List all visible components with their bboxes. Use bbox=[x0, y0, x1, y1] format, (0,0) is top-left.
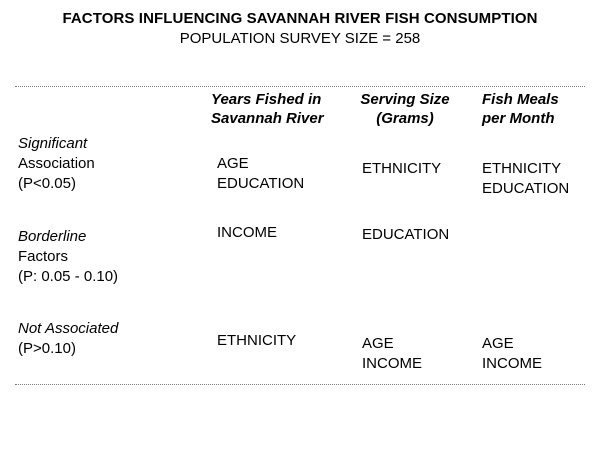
row-label-emphasis: Borderline bbox=[18, 228, 87, 245]
cell-value: INCOME bbox=[482, 355, 542, 372]
column-header-serving-size bbox=[355, 90, 455, 128]
cell-not-associated-fish-meals bbox=[482, 334, 542, 374]
column-header-years-fished bbox=[211, 90, 324, 128]
row-label-line: Factors bbox=[18, 248, 69, 265]
cell-value: AGE bbox=[217, 155, 249, 172]
column-header-line: Serving Size bbox=[360, 91, 450, 108]
cell-value: INCOME bbox=[217, 224, 277, 241]
row-label-line: (P<0.05) bbox=[18, 175, 76, 192]
column-header-line: Years Fished in bbox=[211, 91, 322, 108]
cell-borderline-serving-size bbox=[362, 225, 449, 245]
cell-value: ETHNICITY bbox=[217, 332, 297, 349]
slide-title: FACTORS INFLUENCING SAVANNAH RIVER FISH CONSUMPTION bbox=[62, 10, 538, 27]
column-header-line: Fish Meals bbox=[482, 91, 559, 108]
column-header-fish-meals bbox=[482, 90, 559, 128]
column-header-line: Savannah River bbox=[211, 110, 324, 127]
cell-value: EDUCATION bbox=[362, 226, 450, 243]
column-header-line: (Grams) bbox=[376, 110, 434, 127]
row-label-emphasis: Not Associated bbox=[18, 320, 119, 337]
cell-value: EDUCATION bbox=[482, 180, 570, 197]
column-header-line: per Month bbox=[482, 110, 555, 127]
cell-value: ETHNICITY bbox=[482, 160, 562, 177]
slide-subtitle: POPULATION SURVEY SIZE = 258 bbox=[179, 30, 421, 47]
cell-significant-years-fished bbox=[217, 154, 304, 194]
row-label-emphasis: Significant bbox=[18, 135, 88, 152]
cell-borderline-years-fished bbox=[217, 223, 277, 243]
row-label-line: Association bbox=[18, 155, 95, 172]
cell-significant-fish-meals bbox=[482, 159, 569, 199]
cell-significant-serving-size bbox=[362, 159, 441, 179]
row-label-significant bbox=[18, 134, 95, 194]
row-label-line: (P>0.10) bbox=[18, 340, 76, 357]
row-label-borderline bbox=[18, 227, 118, 287]
row-label-not-associated bbox=[18, 319, 118, 359]
row-label-line: (P: 0.05 - 0.10) bbox=[18, 268, 119, 285]
table-top-divider bbox=[15, 86, 585, 87]
cell-value: EDUCATION bbox=[217, 175, 305, 192]
cell-value: ETHNICITY bbox=[362, 160, 442, 177]
cell-value: AGE bbox=[482, 335, 514, 352]
cell-value: INCOME bbox=[362, 355, 422, 372]
cell-value: AGE bbox=[362, 335, 394, 352]
cell-not-associated-years-fished bbox=[217, 331, 296, 351]
table-bottom-divider bbox=[15, 384, 585, 385]
cell-not-associated-serving-size bbox=[362, 334, 422, 374]
